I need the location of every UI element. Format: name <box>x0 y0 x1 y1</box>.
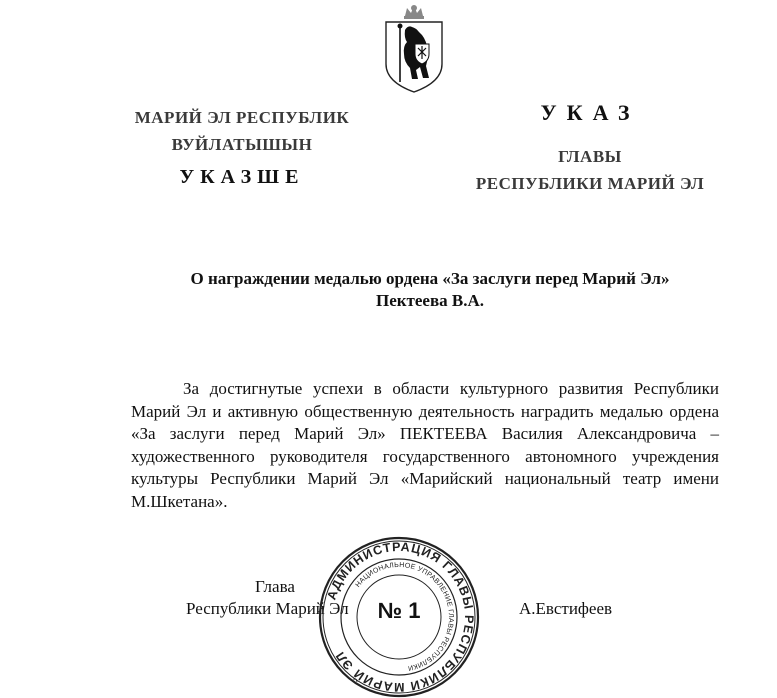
title-line1: О награждении медалью ордена «За заслуги перед Марий Эл» <box>190 269 670 288</box>
signatory-position-line2: Республики Марий Эл <box>186 599 349 618</box>
title-line2: Пектеева В.А. <box>375 291 485 310</box>
seal-outer-text: АДМИНИСТРАЦИЯ ГЛАВЫ РЕСПУБЛИКИ МАРИЙ ЭЛ <box>324 539 477 695</box>
decree-label-mari: УКАЗШЕ <box>179 166 305 188</box>
seal-inner-text: НАЦИОНАЛЬНОЕ УПРАВЛЕНИЕ ГЛАВЫ РЕСПУБЛИКИ <box>354 561 455 672</box>
seal-number: № 1 <box>377 598 421 623</box>
issuer-mari-language <box>108 104 376 158</box>
official-seal-stamp <box>318 536 480 698</box>
issuer-russian-line1: ГЛАВЫ <box>558 147 622 166</box>
decree-body: За достигнутые успехи в области культурного развития Республики Марий Эл и активную общественную деятельность наградить медалью ордена «За заслуги перед Марий Эл» ПЕКТЕЕВА Василия Александровича – художественного руководителя государственного автономного учреждения культуры Республики Марий Эл «Марийский национальный театр имени М.Шкетана». <box>131 379 719 511</box>
coat-of-arms-emblem <box>383 2 445 94</box>
decree-label-russian: УКАЗ <box>540 100 640 125</box>
issuer-russian-line2: РЕСПУБЛИКИ МАРИЙ ЭЛ <box>475 174 705 193</box>
issuer-mari-line1: МАРИЙ ЭЛ РЕСПУБЛИК <box>134 108 350 127</box>
document-title <box>100 268 760 312</box>
signatory-position-line1: Глава <box>255 577 295 596</box>
issuer-russian <box>440 143 740 197</box>
issuer-mari-line2: ВУЙЛАТЫШЫН <box>171 135 313 154</box>
signatory-name: А.Евстифеев <box>519 599 613 618</box>
